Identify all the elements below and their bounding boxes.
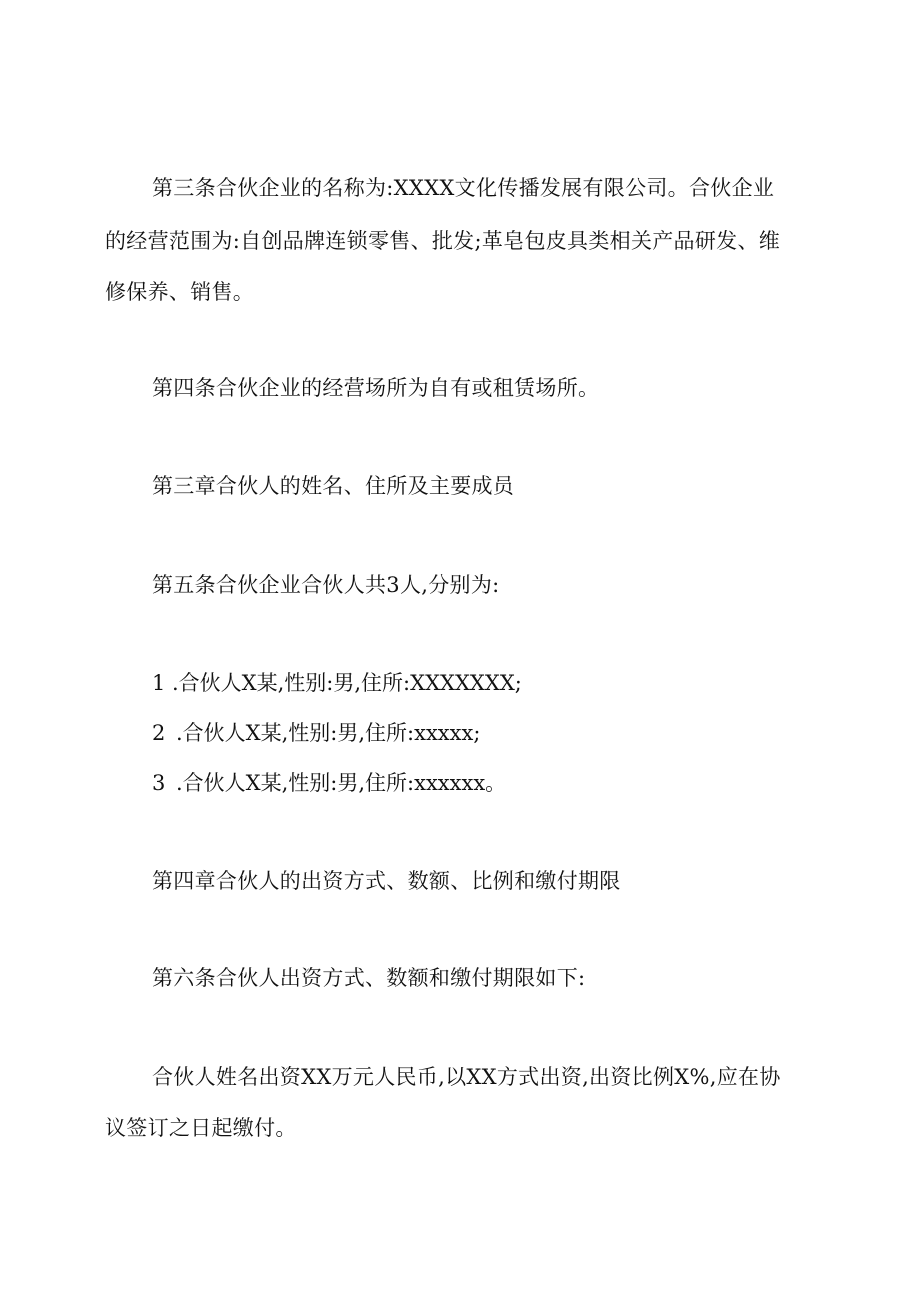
article3-line3: 修保养、销售。: [105, 280, 255, 304]
list-item-number: 3: [152, 771, 166, 795]
list-item-text: .合伙人X某,性别:男,住所:xxxxx;: [176, 721, 481, 745]
contribution-line1: 合伙人姓名出资XX万元人民币,以XX方式出资,出资比例X%,应在协: [152, 1065, 781, 1089]
list-item-text: .合伙人X某,性别:男,住所:XXXXXXX;: [172, 671, 522, 695]
list-item-number: 2: [152, 721, 166, 745]
article3-line2: 的经营范围为:自创品牌连锁零售、批发;革皂包皮具类相关产品研发、维: [105, 229, 781, 253]
contribution-line2: 议签订之日起缴付。: [105, 1116, 297, 1140]
article4-paragraph: 第四条合伙企业的经营场所为自有或租赁场所。: [152, 376, 600, 400]
list-item-text: .合伙人X某,性别:男,住所:xxxxxx。: [176, 771, 507, 795]
article6-paragraph: 第六条合伙人出资方式、数额和缴付期限如下:: [152, 966, 586, 990]
chapter3-heading: 第三章合伙人的姓名、住所及主要成员: [152, 474, 515, 498]
article3-line1: 第三条合伙企业的名称为:XXXX文化传播发展有限公司。合伙企业: [152, 176, 775, 200]
chapter4-heading: 第四章合伙人的出资方式、数额、比例和缴付期限: [152, 869, 621, 893]
article5-paragraph: 第五条合伙企业合伙人共3人,分别为:: [152, 573, 500, 597]
list-item-number: 1: [152, 671, 166, 695]
